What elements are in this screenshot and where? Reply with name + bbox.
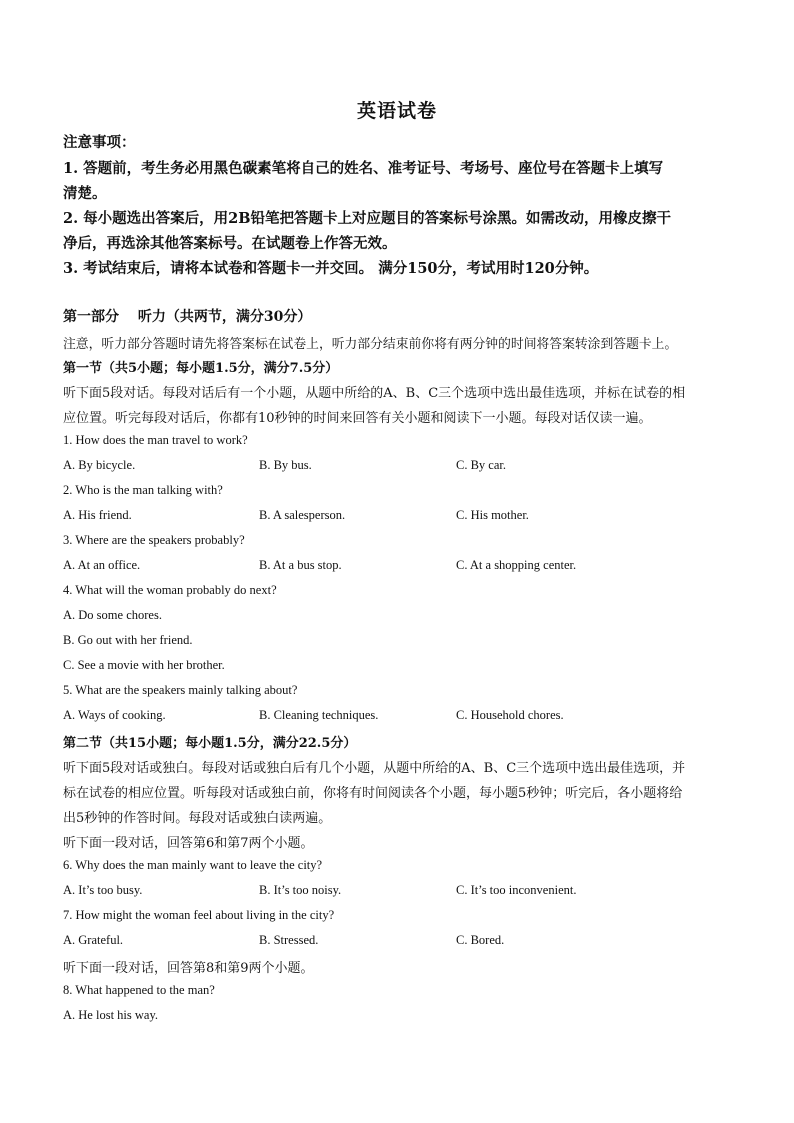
question-1-option-b: B. By bus.: [259, 458, 312, 472]
question-4-stem: 4. What will the woman probably do next?: [63, 583, 277, 597]
listen-prompt-6-7: 听下面一段对话，回答第6和第7两个小题。: [63, 836, 314, 851]
question-6-options: [63, 883, 743, 901]
question-5-option-a: A. Ways of cooking.: [63, 708, 166, 722]
section1-directions-cont: 应位置。听完每段对话后，你都有10秒钟的时间来回答有关小题和阅读下一小题。每段对话仅读一遍。: [63, 411, 652, 426]
section1-heading: 第一节（共5小题；每小题1.5分，满分7.5分）: [63, 361, 339, 376]
question-5-option-c: C. Household chores.: [456, 708, 564, 722]
section2-directions-cont-1: 标在试卷的相应位置。听每段对话或独白前，你将有时间阅读各个小题，每小题5秒钟；听完后，各小题将给: [63, 786, 683, 801]
question-1-option-a: A. By bicycle.: [63, 458, 136, 472]
section2-heading: 第二节（共15小题；每小题1.5分，满分22.5分）: [63, 736, 357, 751]
section2-directions-cont-2: 出5秒钟的作答时间。每段对话或独白读两遍。: [63, 811, 332, 826]
listen-prompt-8-9: 听下面一段对话，回答第8和第9两个小题。: [63, 961, 314, 976]
question-2-option-b: B. A salesperson.: [259, 508, 346, 522]
notice-heading: 注意事项：: [63, 134, 136, 151]
question-1-stem: 1. How does the man travel to work?: [63, 433, 248, 447]
question-5-stem: 5. What are the speakers mainly talking about?: [63, 683, 298, 697]
question-7-options: [63, 933, 743, 951]
question-4-option-c: C. See a movie with her brother.: [63, 658, 225, 672]
section2-directions: 听下面5段对话或独白。每段对话或独白后有几个小题，从题中所给的A、B、C三个选项中选出最佳选项，并: [63, 761, 686, 776]
question-6-option-c: C. It’s too inconvenient.: [456, 883, 577, 897]
notice-item-3: 3. 考试结束后，请将本试卷和答题卡一并交回。 满分150分，考试用时120分钟。: [63, 260, 599, 277]
question-3-option-b: B. At a bus stop.: [259, 558, 342, 572]
notice-item-2-cont: 净后，再选涂其他答案标号。在试题卷上作答无效。: [63, 235, 397, 252]
question-7-option-a: A. Grateful.: [63, 933, 124, 947]
question-7-option-b: B. Stressed.: [259, 933, 319, 947]
question-4-option-a: A. Do some chores.: [63, 608, 162, 622]
question-8-stem: 8. What happened to the man?: [63, 983, 215, 997]
question-3-options: [63, 558, 743, 576]
question-1-options: [63, 458, 743, 476]
question-8-option-a: A. He lost his way.: [63, 1008, 159, 1022]
question-2-option-c: C. His mother.: [456, 508, 529, 522]
question-7-option-c: C. Bored.: [456, 933, 505, 947]
question-5-option-b: B. Cleaning techniques.: [259, 708, 379, 722]
question-1-option-c: C. By car.: [456, 458, 506, 472]
question-3-stem: 3. Where are the speakers probably?: [63, 533, 245, 547]
question-5-options: [63, 708, 743, 726]
question-7-stem: 7. How might the woman feel about living in the city?: [63, 908, 335, 922]
notice-item-1: 1. 答题前，考生务必用黑色碳素笔将自己的姓名、准考证号、考场号、座位号在答题卡上填写: [63, 160, 664, 177]
question-4-option-b: B. Go out with her friend.: [63, 633, 193, 647]
notice-item-2: 2. 每小题选出答案后，用2B铅笔把答题卡上对应题目的答案标号涂黑。如需改动，用橡皮擦干: [63, 210, 672, 227]
part1-instruction: 注意，听力部分答题时请先将答案标在试卷上，听力部分结束前你将有两分钟的时间将答案转涂到答题卡上。: [63, 337, 678, 352]
question-6-stem: 6. Why does the man mainly want to leave the city?: [63, 858, 323, 872]
page-title: 英语试卷: [356, 100, 437, 122]
question-6-option-a: A. It’s too busy.: [63, 883, 143, 897]
question-3-option-c: C. At a shopping center.: [456, 558, 577, 572]
question-2-option-a: A. His friend.: [63, 508, 132, 522]
question-6-option-b: B. It’s too noisy.: [259, 883, 342, 897]
question-2-options: [63, 508, 743, 526]
question-2-stem: 2. Who is the man talking with?: [63, 483, 223, 497]
question-3-option-a: A. At an office.: [63, 558, 141, 572]
notice-item-1-cont: 清楚。: [63, 185, 107, 202]
part1-heading: 第一部分 听力（共两节，满分30分）: [63, 309, 312, 325]
section1-directions: 听下面5段对话。每段对话后有一个小题，从题中所给的A、B、C三个选项中选出最佳选项，并标在试卷的相: [63, 386, 686, 401]
